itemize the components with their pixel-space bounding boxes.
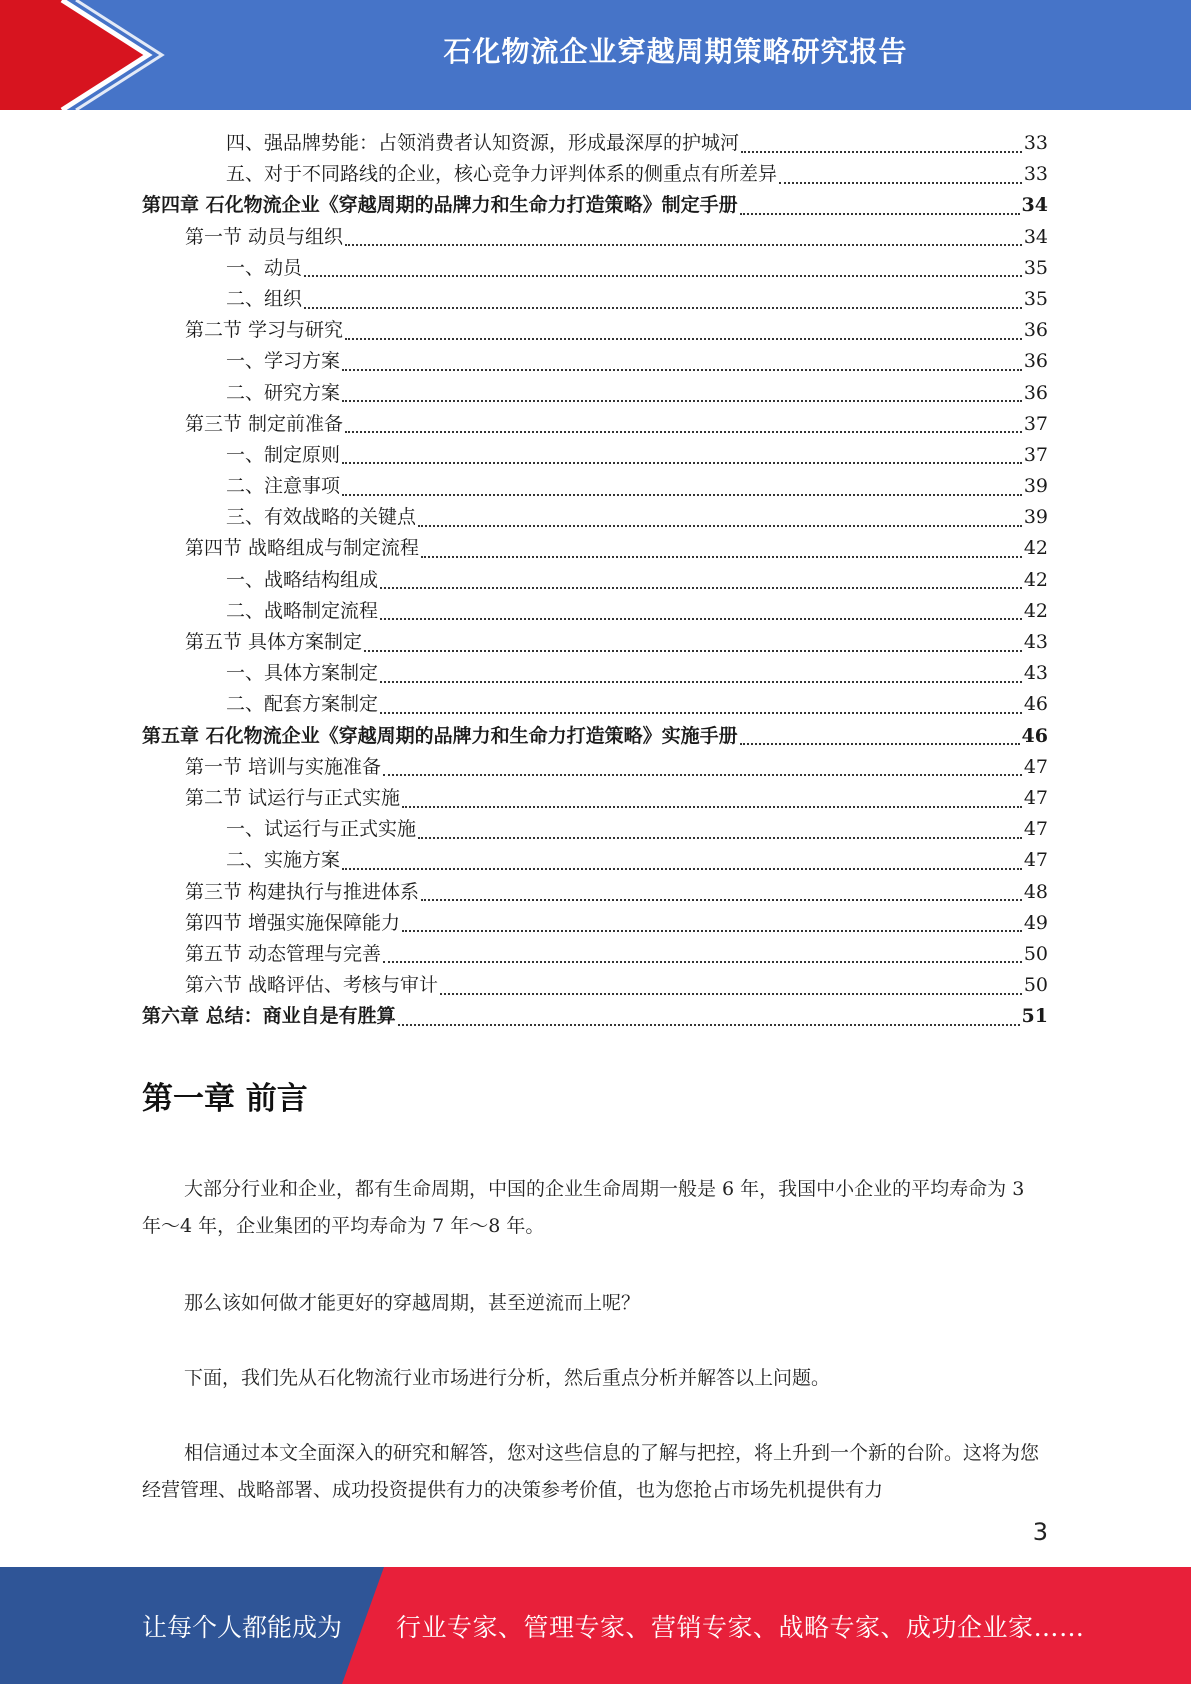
toc-entry-title: 一、学习方案	[226, 350, 341, 373]
toc-dot-leader	[383, 961, 1022, 963]
toc-page-number: 47	[1023, 818, 1048, 841]
toc-page-number: 34	[1021, 194, 1048, 217]
toc-dot-leader	[421, 556, 1022, 558]
toc-page-number: 35	[1023, 287, 1048, 310]
toc-dot-leader	[418, 837, 1022, 839]
toc-dot-leader	[304, 275, 1022, 277]
toc-entry-title: 第五章 石化物流企业《穿越周期的品牌力和生命力打造策略》实施手册	[142, 724, 738, 747]
toc-page-number: 46	[1021, 724, 1048, 747]
toc-page-number: 50	[1023, 942, 1048, 965]
toc-page-number: 33	[1023, 132, 1048, 154]
toc-subsection-entry[interactable]	[142, 284, 1048, 315]
page-header	[0, 0, 1191, 110]
footer-slogan-right: 行业专家、管理专家、营销专家、战略专家、成功企业家……	[396, 1612, 1085, 1642]
toc-dot-leader	[380, 712, 1022, 714]
toc-subsection-entry[interactable]	[142, 596, 1048, 627]
toc-section-entry[interactable]	[142, 409, 1048, 440]
toc-page-number: 47	[1023, 755, 1048, 778]
toc-subsection-entry[interactable]	[142, 658, 1048, 689]
toc-section-entry[interactable]	[142, 627, 1048, 658]
toc-entry-title: 三、有效战略的关键点	[226, 506, 417, 529]
toc-chapter-entry[interactable]	[142, 721, 1048, 752]
toc-entry-title: 二、注意事项	[226, 475, 341, 498]
toc-entry-title: 二、配套方案制定	[226, 693, 379, 716]
toc-entry-title: 一、动员	[226, 256, 303, 279]
body-paragraph: 下面，我们先从石化物流行业市场进行分析，然后重点分析并解答以上问题。	[184, 1367, 831, 1389]
report-title: 石化物流企业穿越周期策略研究报告	[443, 35, 908, 68]
toc-entry-title: 第三节 制定前准备	[185, 412, 344, 435]
toc-subsection-entry[interactable]	[142, 845, 1048, 876]
toc-subsection-entry[interactable]	[142, 159, 1048, 190]
toc-page-number: 36	[1023, 350, 1048, 373]
toc-entry-title: 一、战略结构组成	[226, 568, 379, 591]
toc-entry-title: 第三节 构建执行与推进体系	[185, 880, 420, 903]
toc-page-number: 50	[1023, 974, 1048, 997]
toc-dot-leader	[380, 587, 1022, 589]
toc-dot-leader	[779, 182, 1022, 184]
toc-section-entry[interactable]	[142, 315, 1048, 346]
toc-chapter-entry[interactable]	[142, 1001, 1048, 1032]
toc-subsection-entry[interactable]	[142, 471, 1048, 502]
toc-entry-title: 第二节 试运行与正式实施	[185, 786, 401, 809]
toc-page-number: 35	[1023, 256, 1048, 279]
toc-section-entry[interactable]	[142, 783, 1048, 814]
toc-page-number: 39	[1023, 475, 1048, 498]
toc-entry-title: 第六章 总结：商业自是有胜算	[142, 1005, 396, 1028]
toc-dot-leader	[740, 743, 1020, 745]
toc-dot-leader	[740, 213, 1020, 215]
toc-page-number: 43	[1023, 662, 1048, 685]
body-paragraph: 那么该如何做才能更好的穿越周期，甚至逆流而上呢？	[184, 1292, 641, 1314]
toc-entry-title: 第五节 具体方案制定	[185, 631, 363, 653]
toc-entry-title: 二、组织	[226, 287, 303, 310]
toc-subsection-entry[interactable]	[142, 378, 1048, 409]
toc-page-number: 42	[1023, 537, 1048, 560]
toc-entry-title: 四、强品牌势能：占领消费者认知资源，形成最深厚的护城河	[226, 132, 740, 154]
toc-dot-leader	[342, 369, 1022, 371]
toc-page-number: 49	[1023, 911, 1048, 934]
toc-entry-title: 第四章 石化物流企业《穿越周期的品牌力和生命力打造策略》制定手册	[142, 194, 738, 217]
toc-section-entry[interactable]	[142, 939, 1048, 970]
toc-dot-leader	[364, 650, 1022, 652]
toc-entry-title: 第四节 增强实施保障能力	[185, 911, 401, 934]
toc-entry-title: 第六节 战略评估、考核与审计	[185, 974, 439, 997]
footer-slogan-left: 让每个人都能成为	[142, 1612, 343, 1642]
toc-entry-title: 二、实施方案	[226, 849, 341, 872]
toc-page-number: 46	[1023, 693, 1048, 716]
toc-section-entry[interactable]	[142, 752, 1048, 783]
toc-section-entry[interactable]	[142, 222, 1048, 253]
toc-subsection-entry[interactable]	[142, 689, 1048, 720]
toc-page-number: 39	[1023, 506, 1048, 529]
toc-page-number: 36	[1023, 381, 1048, 404]
toc-subsection-entry[interactable]	[142, 128, 1048, 159]
toc-page-number: 47	[1023, 786, 1048, 809]
toc-entry-title: 第五节 动态管理与完善	[185, 942, 382, 965]
toc-dot-leader	[398, 1024, 1020, 1026]
toc-dot-leader	[741, 151, 1022, 153]
toc-entry-title: 一、制定原则	[226, 443, 341, 466]
toc-page-number: 48	[1023, 880, 1048, 903]
toc-entry-title: 二、研究方案	[226, 381, 341, 404]
toc-dot-leader	[380, 681, 1022, 683]
toc-subsection-entry[interactable]	[142, 814, 1048, 845]
toc-page-number: 36	[1023, 319, 1048, 342]
toc-dot-leader	[342, 494, 1022, 496]
toc-page-number: 47	[1023, 849, 1048, 872]
toc-page-number: 34	[1023, 225, 1048, 248]
toc-page-number: 51	[1021, 1005, 1048, 1028]
toc-section-entry[interactable]	[142, 908, 1048, 939]
toc-entry-title: 一、试运行与正式实施	[226, 818, 417, 841]
toc-subsection-entry[interactable]	[142, 440, 1048, 471]
toc-subsection-entry[interactable]	[142, 253, 1048, 284]
toc-dot-leader	[421, 899, 1022, 901]
toc-entry-title: 五、对于不同路线的企业，核心竞争力评判体系的侧重点有所差异	[226, 163, 778, 186]
toc-page-number: 43	[1023, 631, 1048, 653]
toc-dot-leader	[342, 462, 1022, 464]
toc-subsection-entry[interactable]	[142, 346, 1048, 377]
toc-entry-title: 第一节 培训与实施准备	[185, 755, 382, 778]
table-of-contents	[142, 128, 1048, 1032]
toc-dot-leader	[304, 307, 1022, 309]
page-number: 3	[1032, 1518, 1048, 1546]
toc-entry-title: 第二节 学习与研究	[185, 319, 344, 342]
toc-dot-leader	[440, 993, 1022, 995]
page-footer	[0, 1567, 1191, 1684]
body-paragraph: 大部分行业和企业，都有生命周期，中国的企业生命周期一般是 6 年，我国中小企业的平均寿命为 3 年～4 年，企业集团的平均寿命为 7 年～8 年。	[142, 1178, 1025, 1237]
toc-chapter-entry[interactable]	[142, 190, 1048, 221]
toc-dot-leader	[342, 868, 1022, 870]
toc-page-number: 33	[1023, 163, 1048, 186]
toc-entry-title: 二、战略制定流程	[226, 599, 379, 622]
toc-page-number: 42	[1023, 568, 1048, 591]
toc-subsection-entry[interactable]	[142, 565, 1048, 596]
toc-section-entry[interactable]	[142, 877, 1048, 908]
body-paragraph: 相信通过本文全面深入的研究和解答，您对这些信息的了解与把控，将上升到一个新的台阶。这将为您经营管理、战略部署、成功投资提供有力的决策参考价值，也为您抢占市场先机提供有力	[142, 1442, 1040, 1501]
toc-subsection-entry[interactable]	[142, 502, 1048, 533]
toc-dot-leader	[402, 806, 1022, 808]
toc-section-entry[interactable]	[142, 533, 1048, 564]
toc-dot-leader	[418, 525, 1022, 527]
toc-entry-title: 第四节 战略组成与制定流程	[185, 537, 420, 560]
toc-page-number: 37	[1023, 443, 1048, 466]
toc-dot-leader	[383, 774, 1022, 776]
toc-section-entry[interactable]	[142, 970, 1048, 1001]
toc-entry-title: 一、具体方案制定	[226, 662, 379, 685]
toc-dot-leader	[342, 400, 1022, 402]
toc-entry-title: 第一节 动员与组织	[185, 225, 344, 248]
toc-dot-leader	[345, 431, 1022, 433]
toc-dot-leader	[345, 338, 1022, 340]
toc-page-number: 42	[1023, 599, 1048, 622]
toc-page-number: 37	[1023, 412, 1048, 435]
chapter-heading: 第一章 前言	[142, 1081, 308, 1117]
toc-dot-leader	[402, 930, 1022, 932]
toc-dot-leader	[380, 618, 1022, 620]
toc-dot-leader	[345, 244, 1022, 246]
